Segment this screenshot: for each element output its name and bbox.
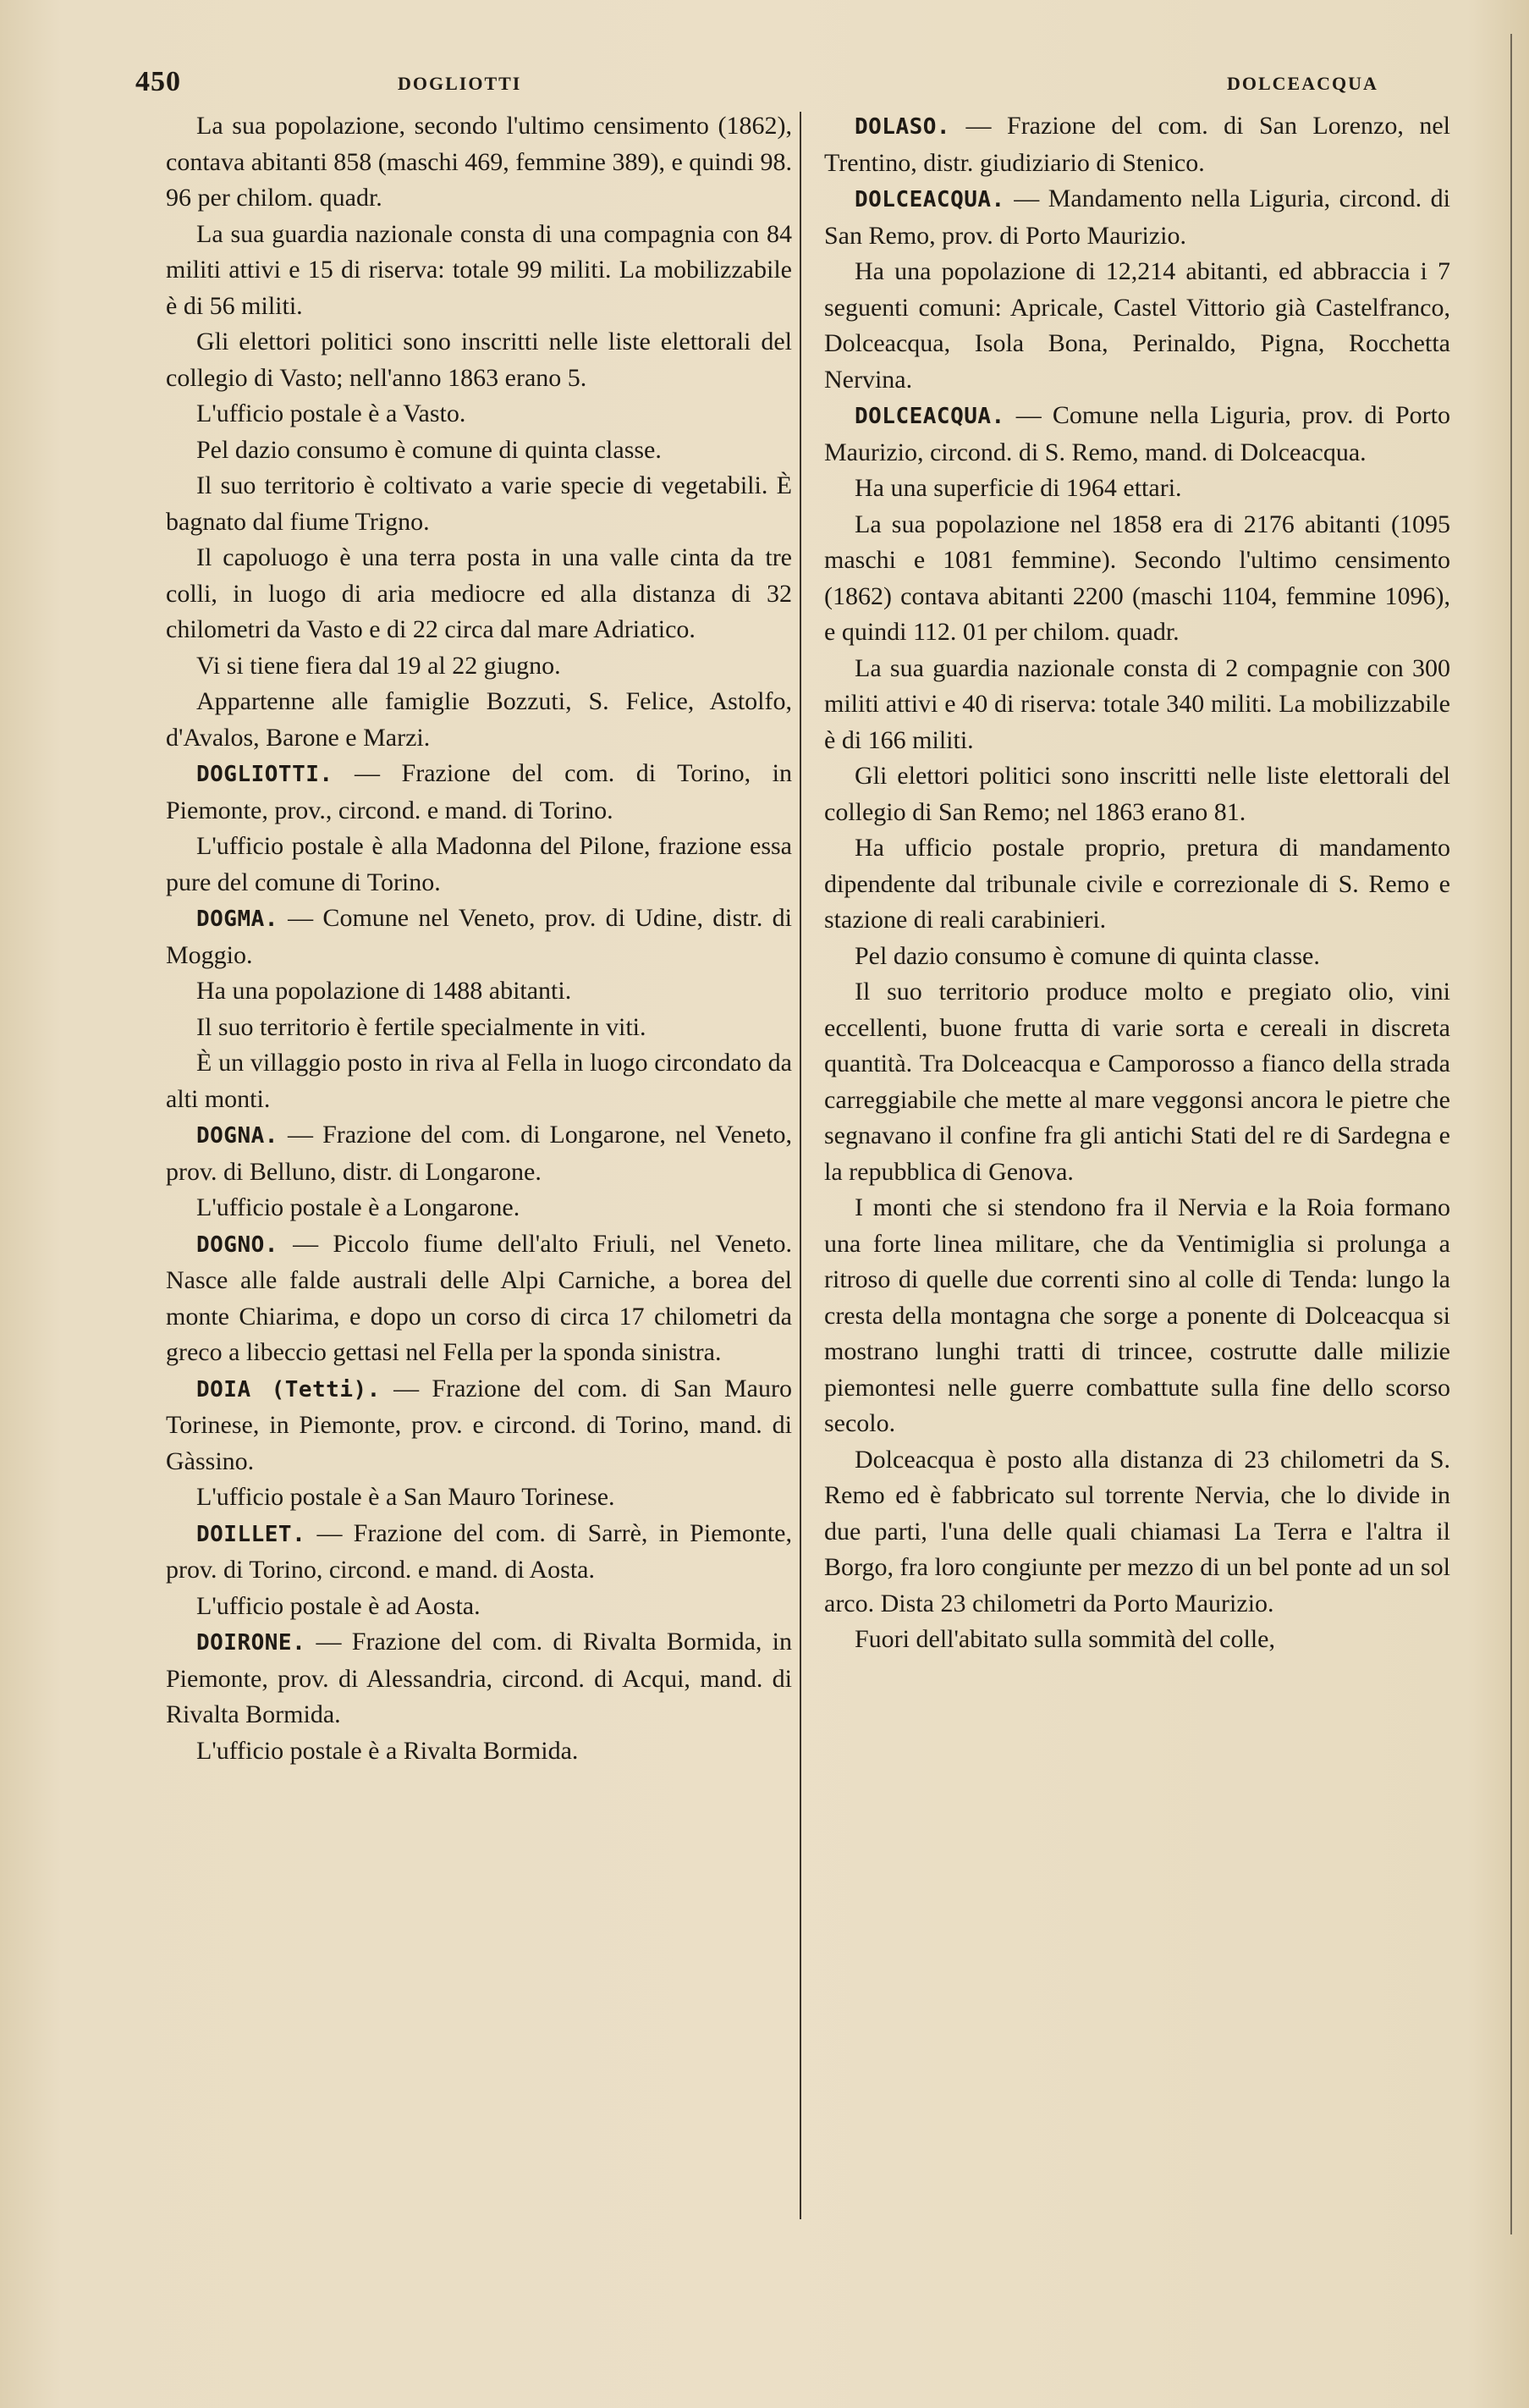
entry-text: Appartenne alle famiglie Bozzuti, S. Felice, Astolfo, d'Avalos, Barone e Marzi. bbox=[166, 687, 792, 752]
left-column-paragraph bbox=[166, 433, 792, 469]
left-column-paragraph bbox=[166, 396, 792, 433]
entry-headword: DOIRONE. bbox=[196, 1630, 306, 1656]
entry-text: L'ufficio postale è a Rivalta Bormida. bbox=[196, 1736, 579, 1765]
entry-text: La sua guardia nazionale consta di 2 compagnie con 300 militi attivi e 40 di riserva: totale 340 militi. La mobilizzabile è di 166 militi. bbox=[824, 653, 1450, 754]
entry-text: Ha ufficio postale proprio, pretura di mandamento dipendente dal tribunale civile e correzionale di S. Remo e stazione di reali carabinieri. bbox=[824, 834, 1450, 934]
entry-text: — Frazione del com. di San Lorenzo, nel Trentino, distr. giudiziario di Stenico. bbox=[824, 112, 1450, 177]
entry-text: Gli elettori politici sono inscritti nelle liste elettorali del collegio di San Remo; nel 1863 erano 81. bbox=[824, 762, 1450, 826]
right-column-paragraph bbox=[824, 1190, 1450, 1442]
entry-text: — Frazione del com. di Torino, in Piemonte, prov., circond. e mand. di Torino. bbox=[166, 759, 792, 824]
entry-text: Pel dazio consumo è comune di quinta classe. bbox=[196, 435, 662, 464]
page-edge bbox=[1510, 34, 1512, 2234]
entry-text: Pel dazio consumo è comune di quinta classe. bbox=[855, 941, 1320, 970]
entry-headword: DOGLIOTTI. bbox=[196, 762, 333, 787]
right-column-paragraph bbox=[824, 1622, 1450, 1658]
right-column-paragraph bbox=[824, 1442, 1450, 1623]
entry-text: Vi si tiene fiera dal 19 al 22 giugno. bbox=[196, 651, 561, 680]
entry-text: Gli elettori politici sono inscritti nelle liste elettorali del collegio di Vasto; nell'anno 1863 erano 5. bbox=[166, 328, 792, 392]
entry-headword: DOGNA. bbox=[196, 1123, 278, 1149]
entry-text: L'ufficio postale è alla Madonna del Pilone, frazione essa pure del comune di Torino. bbox=[166, 832, 792, 896]
entry-text: Fuori dell'abitato sulla sommità del colle, bbox=[855, 1625, 1275, 1653]
entry-text: — Mandamento nella Liguria, circond. di San Remo, prov. di Porto Maurizio. bbox=[824, 185, 1450, 250]
right-column-paragraph bbox=[824, 108, 1450, 181]
entry-text: La sua popolazione, secondo l'ultimo censimento (1862), contava abitanti 858 (maschi 469, femmine 389), e quindi 98. 96 per chilom. quadr. bbox=[166, 112, 792, 212]
entry-text: Il capoluogo è una terra posta in una valle cinta da tre colli, in luogo di aria mediocre ed alla distanza di 32 chilometri da Vasto e di 22 circa dal mare Adriatico. bbox=[166, 543, 792, 643]
entry-text: La sua guardia nazionale consta di una compagnia con 84 militi attivi e 15 di riserva: totale 99 militi. La mobilizzabile è di 56 militi. bbox=[166, 219, 792, 320]
left-column-paragraph bbox=[166, 1010, 792, 1046]
entry-headword: DOGNO. bbox=[196, 1232, 278, 1258]
entry-text: L'ufficio postale è a San Mauro Torinese. bbox=[196, 1483, 615, 1511]
left-column-paragraph bbox=[166, 829, 792, 901]
left-column-paragraph bbox=[166, 1190, 792, 1226]
column-divider bbox=[800, 112, 801, 2219]
left-column-paragraph bbox=[166, 1117, 792, 1190]
entry-text: — Comune nel Veneto, prov. di Udine, distr. di Moggio. bbox=[166, 904, 792, 969]
right-column-paragraph bbox=[824, 507, 1450, 651]
entry-text: Il suo territorio è fertile specialmente in viti. bbox=[196, 1012, 646, 1041]
entry-text: Dolceacqua è posto alla distanza di 23 chilometri da S. Remo ed è fabbricato sul torrente Nervia, che lo divide in due parti, l'una delle quali chiamasi La Terra e l'altra il Borgo, fra loro congiunte per mezzo di un bel ponte ad un sol arco. Dista 23 chilometri da Porto Maurizio. bbox=[824, 1445, 1450, 1617]
entry-text: — Frazione del com. di Sarrè, in Piemonte, prov. di Torino, circond. e mand. di Aosta. bbox=[166, 1518, 792, 1584]
left-column-paragraph bbox=[166, 217, 792, 325]
entry-headword: DOIA (Tetti). bbox=[196, 1376, 381, 1402]
left-column-paragraph bbox=[166, 1045, 792, 1117]
left-column-paragraph bbox=[166, 324, 792, 396]
entry-text: Il suo territorio produce molto e pregiato olio, vini eccellenti, buone frutta di varie sorta e cereali in discreta quantità. Tra Dolceacqua e Camporosso a fianco della strada carreggiabile che mette al mare veggonsi ancora le pietre che segnavano il confine fra gli antichi Stati del re di Sardegna e la repubblica di Genova. bbox=[824, 978, 1450, 1186]
right-column-paragraph bbox=[824, 398, 1450, 471]
entry-headword: DOLASO. bbox=[855, 114, 951, 140]
right-column-paragraph bbox=[824, 651, 1450, 759]
entry-text: Ha una popolazione di 12,214 abitanti, ed abbraccia i 7 seguenti comuni: Apricale, Castel Vittorio già Castelfranco, Dolceacqua, Isola Bona, Perinaldo, Pigna, Rocchetta Nervina. bbox=[824, 257, 1450, 394]
left-column-paragraph bbox=[166, 540, 792, 648]
left-column-paragraph bbox=[166, 1733, 792, 1770]
left-column bbox=[166, 108, 792, 1769]
right-column bbox=[824, 108, 1450, 1658]
entry-text: La sua popolazione nel 1858 era di 2176 abitanti (1095 maschi e 1081 femmine). Secondo l'ultimo censimento (1862) contava abitanti 2200 (maschi 1104, femmine 1096), e quindi 112. 01 per chilom. quadr. bbox=[824, 510, 1450, 646]
right-column-paragraph bbox=[824, 974, 1450, 1190]
entry-headword: DOLCEACQUA. bbox=[855, 187, 1005, 212]
entry-text: L'ufficio postale è a Vasto. bbox=[196, 399, 466, 427]
left-column-paragraph bbox=[166, 756, 792, 829]
right-column-paragraph bbox=[824, 254, 1450, 398]
entry-text: L'ufficio postale è a Longarone. bbox=[196, 1193, 520, 1221]
right-column-paragraph bbox=[824, 181, 1450, 254]
left-column-paragraph bbox=[166, 648, 792, 685]
running-head-right: DOLCEACQUA bbox=[1227, 73, 1378, 94]
entry-text: L'ufficio postale è ad Aosta. bbox=[196, 1591, 481, 1620]
entry-text: — Frazione del com. di Longarone, nel Veneto, prov. di Belluno, distr. di Longarone. bbox=[166, 1121, 792, 1186]
entry-text: Ha una popolazione di 1488 abitanti. bbox=[196, 977, 572, 1005]
left-column-paragraph bbox=[166, 1480, 792, 1516]
right-column-paragraph bbox=[824, 939, 1450, 975]
entry-headword: DOGMA. bbox=[196, 906, 278, 932]
page-number: 450 bbox=[135, 66, 181, 97]
entry-text: — Comune nella Liguria, prov. di Porto Maurizio, circond. di S. Remo, mand. di Dolceacqua. bbox=[824, 401, 1450, 466]
left-column-paragraph bbox=[166, 1589, 792, 1625]
left-column-paragraph bbox=[166, 684, 792, 756]
left-column-paragraph bbox=[166, 1624, 792, 1733]
left-column-paragraph bbox=[166, 973, 792, 1010]
left-column-paragraph bbox=[166, 1371, 792, 1480]
right-column-paragraph bbox=[824, 830, 1450, 939]
left-column-paragraph bbox=[166, 468, 792, 540]
entry-text: È un villaggio posto in riva al Fella in luogo circondato da alti monti. bbox=[166, 1049, 792, 1113]
entry-text: — Piccolo fiume dell'alto Friuli, nel Veneto. Nasce alle falde australi delle Alpi Carniche, a borea del monte Chiarima, e dopo un corso di circa 17 chilometri da greco a libeccio gettasi nel Fella per la sponda sinistra. bbox=[166, 1229, 792, 1366]
entry-text: — Frazione del com. di San Mauro Torinese, in Piemonte, prov. e circond. di Torino, mand. di Gàssino. bbox=[166, 1374, 792, 1475]
left-column-paragraph bbox=[166, 901, 792, 973]
entry-text: Il suo territorio è coltivato a varie specie di vegetabili. È bagnato dal fiume Trigno. bbox=[166, 471, 792, 536]
entry-headword: DOILLET. bbox=[196, 1521, 306, 1547]
entry-headword: DOLCEACQUA. bbox=[855, 404, 1005, 429]
running-head-left: DOGLIOTTI bbox=[398, 73, 522, 94]
entry-text: Ha una superficie di 1964 ettari. bbox=[855, 474, 1182, 502]
page-header bbox=[135, 66, 1477, 105]
entry-text: — Frazione del com. di Rivalta Bormida, in Piemonte, prov. di Alessandria, circond. di Acqui, mand. di Rivalta Bormida. bbox=[166, 1628, 792, 1728]
entry-text: I monti che si stendono fra il Nervia e la Roia formano una forte linea militare, che da Ventimiglia si prolunga a ritroso di quelle due correnti sino al colle di Tenda: lungo la cresta della montagna che sorge a ponente di Dolceacqua si mostrano lunghi tratti di trincee, costrutte dalle milizie piemontesi nelle guerre combattute sulla fine dello scorso secolo. bbox=[824, 1193, 1450, 1437]
right-column-paragraph bbox=[824, 471, 1450, 507]
left-column-paragraph bbox=[166, 1516, 792, 1589]
left-column-paragraph bbox=[166, 108, 792, 217]
right-column-paragraph bbox=[824, 758, 1450, 830]
left-column-paragraph bbox=[166, 1226, 792, 1371]
